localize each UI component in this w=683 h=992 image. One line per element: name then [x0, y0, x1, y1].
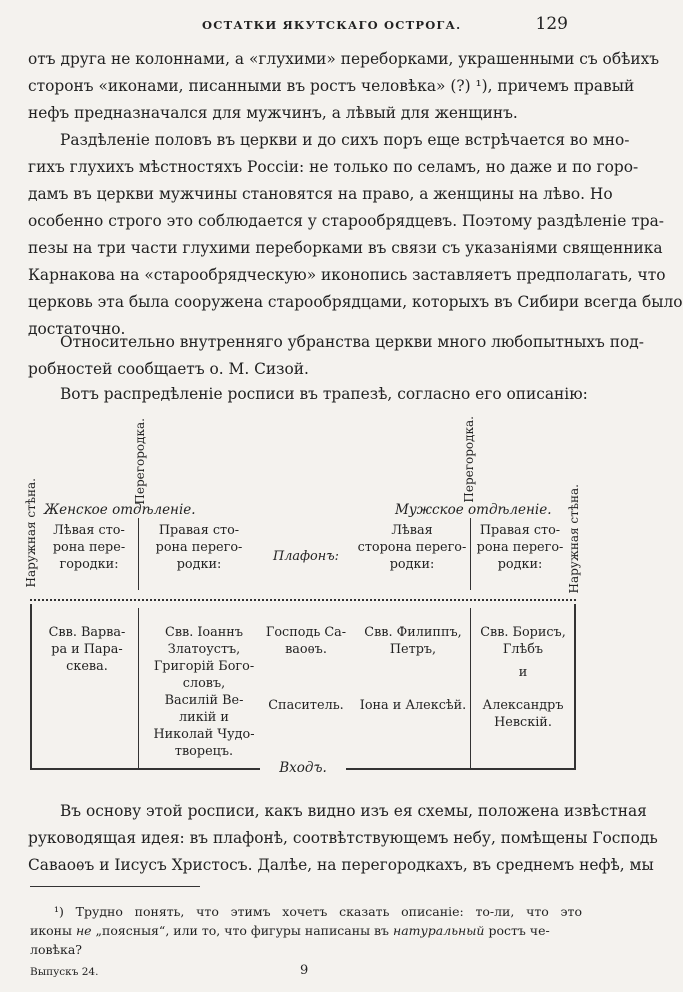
- page-header: [0, 14, 608, 38]
- paragraph-1: отъ друга не колоннами, а «глухими» переборками, украшенными съ обѣихъ сторонъ «иконами, писанными въ ростъ человѣка» (?) ¹), причемъ правый нефъ предназначался для мужчинъ, а лѣвый для женщинъ.: [28, 50, 660, 122]
- ceiling-label: Плафонъ:: [273, 549, 339, 564]
- footnote: ¹) Трудно понять, что этимъ хочетъ сказать описаніе: то-ли, что это иконы не „поясныя“, или то, что фигуры написаны въ натуральный ростъ че- ловѣка?: [30, 904, 582, 957]
- entrance-label: Входъ.: [279, 760, 327, 776]
- paragraph-2: Раздѣленіе половъ въ церкви и до сихъ поръ еще встрѣчается во мно- гихъ глухихъ мѣстностяхъ Россіи: не только по селамъ, но даже и по горо- дамъ въ церкви мужчины становятся на право, а женщины на лѣво. Но особенно строго это соблюдается у старообрядцевъ. Поэтому раздѣленіе тра- пезы на три части глухими переборками въ связи съ указаніями священника Карнакова на «старообрядческую» иконопись заставляетъ предполагать, что церковь эта была сооружена старообрядцами, которыхъ въ Сибири всегда было достаточно.: [28, 131, 683, 338]
- outer-wall-right-label: Наружная стѣна.: [567, 484, 581, 594]
- men-section-label: Мужское отдѣленіе.: [395, 502, 552, 518]
- wall-bottom-left: [30, 768, 260, 770]
- wall-left: [30, 604, 32, 770]
- cell-women-left: Свв. Варва- ра и Пара- скева.: [48, 625, 126, 674]
- divider-women-upper: [138, 518, 139, 590]
- paragraph-3: Относительно внутренняго убранства церкви много любопытныхъ под- робностей сообщаетъ о. М. Сизой.: [28, 333, 644, 378]
- divider-men-lower: [470, 608, 471, 768]
- dotted-separator: [30, 599, 576, 601]
- women-section-label: Женское отдѣленіе.: [44, 502, 196, 518]
- paragraph-5: Въ основу этой росписи, какъ видно изъ ея схемы, положена извѣстная руководящая идея: въ плафонѣ, соотвѣтствующемъ небу, помѣщены Господь Саваоѳъ и Іисусъ Христосъ. Далѣе, на перегородкахъ, въ среднемъ нефѣ, мы: [28, 802, 658, 874]
- col-header-women-right: Правая сто- рона перего- родки:: [155, 523, 243, 572]
- wall-bottom-right: [346, 768, 576, 770]
- cell-men-right-and: и: [518, 665, 528, 680]
- outer-wall-left-label: Наружная стѣна.: [24, 478, 38, 588]
- col-header-men-right: Правая сто- рона перего- родки:: [476, 523, 564, 572]
- page-number: 129: [535, 14, 568, 34]
- footnote-rule: [30, 886, 200, 887]
- cell-men-right-top: Свв. Борисъ, Глѣбъ: [480, 625, 566, 657]
- footnote-marker: ¹): [54, 904, 64, 919]
- footer-issue: Выпускъ 24.: [30, 966, 99, 978]
- col-header-women-left: Лѣвая сто- рона пере- городки:: [52, 523, 126, 572]
- cell-men-left-bottom: Іона и Алексѣй.: [359, 698, 467, 713]
- partition-right-label: Перегородка.: [462, 416, 476, 503]
- cell-men-right-bottom: Александръ Невскій.: [482, 698, 564, 730]
- footer-signature: 9: [300, 963, 309, 978]
- divider-women-lower: [138, 608, 139, 768]
- cell-women-right: Свв. Іоаннъ Златоустъ, Григорій Бого- словъ, Василій Ве- ликій и Николай Чудо- творецъ.: [153, 625, 255, 759]
- wall-right: [574, 604, 576, 770]
- partition-left-label: Перегородка.: [133, 418, 147, 505]
- running-title: ОСТАТКИ ЯКУТСКАГО ОСТРОГА.: [202, 18, 462, 32]
- cell-ceiling-top: Господь Са- ваоѳъ.: [265, 625, 347, 657]
- divider-men-upper: [470, 518, 471, 590]
- col-header-men-left: Лѣвая сторона перего- родки:: [357, 523, 467, 572]
- cell-ceiling-bottom: Спаситель.: [268, 698, 344, 713]
- cell-men-left-top: Свв. Филиппъ, Петръ,: [364, 625, 462, 657]
- paragraph-4: Вотъ распредѣленіе росписи въ трапезѣ, согласно его описанію:: [60, 385, 588, 403]
